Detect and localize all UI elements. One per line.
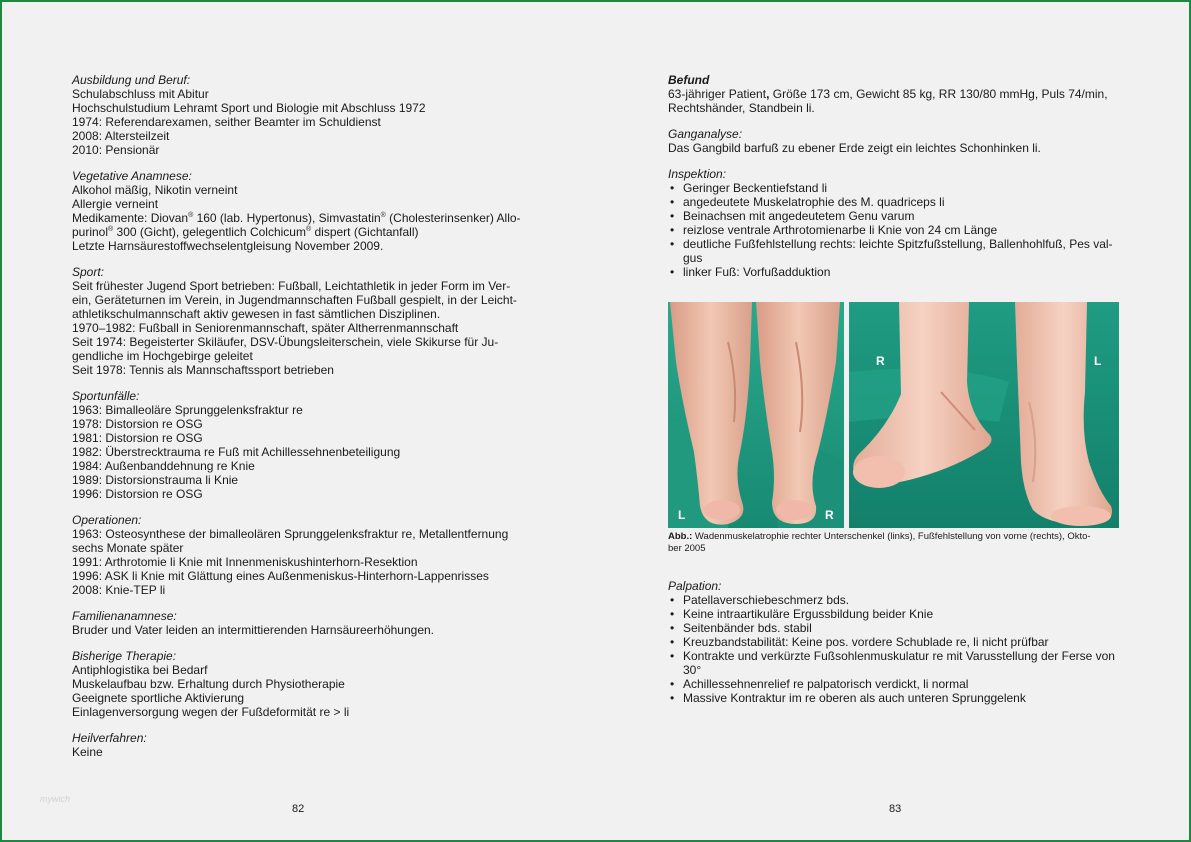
list-item: • linker Fuß: Vorfußadduktion xyxy=(668,265,1113,279)
list-item: • Kreuzbandstabilität: Keine pos. vordere Schublade re, li nicht prüfbar xyxy=(668,635,1115,649)
text-line: 1984: Außenbanddehnung re Knie xyxy=(72,459,255,473)
section-vegetative-anamnese xyxy=(72,169,521,253)
text-line: 1981: Distorsion re OSG xyxy=(72,431,203,445)
text-line: 1970–1982: Fußball in Seniorenmannschaft, später Altherrenmannschaft xyxy=(72,321,459,335)
text-line: 1982: Überstrecktrauma re Fuß mit Achillessehnenbeteiligung xyxy=(72,445,401,459)
text-line: Rechtshänder, Standbein li. xyxy=(668,101,815,115)
caption-line: ber 2005 xyxy=(668,543,706,554)
figure-photos xyxy=(668,302,1119,528)
photo-feet-from-front xyxy=(849,302,1119,528)
text-line: Antiphlogistika bei Bedarf xyxy=(72,663,208,677)
text-line: Geeignete sportliche Aktivierung xyxy=(72,691,245,705)
palpation-list-end xyxy=(668,677,1115,705)
list-item: • Beinachsen mit angedeutetem Genu varum xyxy=(668,209,1113,223)
text-line: Seit 1978: Tennis als Mannschaftssport betrieben xyxy=(72,363,334,377)
section-heilverfahren xyxy=(72,731,147,759)
text-line: Das Gangbild barfuß zu ebener Erde zeigt ein leichtes Schonhinken li. xyxy=(668,141,1041,155)
list-item: • angedeutete Muskelatrophie des M. quadriceps li xyxy=(668,195,1113,209)
text-line: athletikschulmannschaft aktiv gewesen in fast sämtlichen Disziplinen. xyxy=(72,307,441,321)
left-page xyxy=(72,2,542,840)
text-line: Allergie verneint xyxy=(72,197,159,211)
section-title: Vegetative Anamnese: xyxy=(72,169,192,183)
text-line: Schulabschluss mit Abitur xyxy=(72,87,209,101)
medikamente-line: Medikamente: Diovan® 160 (lab. Hypertonus), Simvastatin® (Cholesterinsenker) Allo- xyxy=(72,211,521,225)
section-title: Befund xyxy=(668,73,710,87)
section-sportunfaelle xyxy=(72,389,400,501)
page-number-right: 83 xyxy=(889,803,902,815)
photo-label: R xyxy=(825,508,834,522)
text-line: Alkohol mäßig, Nikotin verneint xyxy=(72,183,238,197)
section-title: Inspektion: xyxy=(668,167,727,181)
text-line: Seit frühester Jugend Sport betrieben: Fußball, Leichtathletik in jeder Form im Ver- xyxy=(72,279,511,293)
section-title: Bisherige Therapie: xyxy=(72,649,177,663)
text-line: 1989: Distorsionstrauma li Knie xyxy=(72,473,239,487)
section-title: Operationen: xyxy=(72,513,142,527)
section-title: Ganganalyse: xyxy=(668,127,743,141)
watermark: mywich xyxy=(40,794,71,804)
inspektion-list xyxy=(668,181,1113,251)
photo-label: L xyxy=(678,508,686,522)
photo-label: L xyxy=(1094,354,1102,368)
text-line: Hochschulstudium Lehramt Sport und Biologie mit Abschluss 1972 xyxy=(72,101,426,115)
text-line: 1996: ASK li Knie mit Glättung eines Außenmeniskus-Hinterhorn-Lappenrisses xyxy=(72,569,489,583)
list-item: • Patellaverschiebeschmerz bds. xyxy=(668,593,1115,607)
page-number-left: 82 xyxy=(292,803,305,815)
text-line: 1974: Referendarexamen, seither Beamter im Schuldienst xyxy=(72,115,381,129)
text-line: Letzte Harnsäurestoffwechselentgleisung November 2009. xyxy=(72,239,384,253)
list-item: • reizlose ventrale Arthrotomienarbe li Knie von 24 cm Länge xyxy=(668,223,1113,237)
section-title: Sportunfälle: xyxy=(72,389,140,403)
text-line: 1996: Distorsion re OSG xyxy=(72,487,203,501)
section-title: Heilverfahren: xyxy=(72,731,147,745)
text-line: 1963: Bimalleoläre Sprunggelenksfraktur re xyxy=(72,403,303,417)
list-item: • deutliche Fußfehlstellung rechts: leichte Spitzfußstellung, Ballenhohlfuß, Pes val- xyxy=(668,237,1113,251)
text-line: 1963: Osteosynthese der bimalleolären Sprunggelenksfraktur re, Metallentfernung xyxy=(72,527,509,541)
section-palpation xyxy=(668,579,1115,705)
section-ausbildung xyxy=(72,73,426,157)
section-familienanamnese xyxy=(72,609,434,637)
text-line: 2010: Pensionär xyxy=(72,143,160,157)
text-line: 1991: Arthrotomie li Knie mit Innenmeniskushinterhorn-Resektion xyxy=(72,555,418,569)
text-line: 2008: Knie-TEP li xyxy=(72,583,166,597)
text-line: Keine xyxy=(72,745,103,759)
section-title: Ausbildung und Beruf: xyxy=(72,73,191,87)
section-sport xyxy=(72,265,517,377)
text-line: 2008: Altersteilzeit xyxy=(72,129,170,143)
text-line: 1978: Distorsion re OSG xyxy=(72,417,203,431)
photo-label: R xyxy=(876,354,885,368)
list-item: • Geringer Beckentiefstand li xyxy=(668,181,1113,195)
text-line: ein, Geräteturnen im Verein, in Jugendmannschaften Fußball gespielt, in der Leicht- xyxy=(72,293,517,307)
list-item: • Seitenbänder bds. stabil xyxy=(668,621,1115,635)
text-line: 63-jähriger Patient, Größe 173 cm, Gewicht 85 kg, RR 130/80 mmHg, Puls 74/min, xyxy=(668,87,1108,101)
caption-line: Abb.: Wadenmuskelatrophie rechter Unterschenkel (links), Fußfehlstellung von vorne (rechts), Okto- xyxy=(668,531,1091,542)
section-bisherige-therapie xyxy=(72,649,349,719)
list-item-continuation: 30° xyxy=(683,663,702,677)
text-line: Bruder und Vater leiden an intermittierenden Harnsäureerhöhungen. xyxy=(72,623,435,637)
text-line: Einlagenversorgung wegen der Fußdeformität re > li xyxy=(72,705,350,719)
list-item: • Massive Kontraktur im re oberen als auch unteren Sprunggelenk xyxy=(668,691,1115,705)
palpation-list xyxy=(668,593,1115,663)
text-line: Muskelaufbau bzw. Erhaltung durch Physiotherapie xyxy=(72,677,345,691)
section-title: Familienanamnese: xyxy=(72,609,177,623)
medikamente-line: purinol® 300 (Gicht), gelegentlich Colchicum® dispert (Gichtanfall) xyxy=(72,225,419,239)
list-item: • Kontrakte und verkürzte Fußsohlenmuskulatur re mit Varusstellung der Ferse von xyxy=(668,649,1115,663)
list-item: • Keine intraartikuläre Ergussbildung beider Knie xyxy=(668,607,1115,621)
section-title: Sport: xyxy=(72,265,105,279)
section-inspektion xyxy=(668,167,1113,279)
list-item: • Achillessehnenrelief re palpatorisch verdickt, li normal xyxy=(668,677,1115,691)
text-line: Seit 1974: Begeisterter Skiläufer, DSV-Übungsleiterschein, viele Skikurse für Ju- xyxy=(72,335,499,349)
list-item-continuation: gus xyxy=(683,251,703,265)
section-operationen xyxy=(72,513,508,597)
section-title: Palpation: xyxy=(668,579,722,593)
section-befund xyxy=(668,73,1108,115)
text-line: sechs Monate später xyxy=(72,541,184,555)
inspektion-list-end xyxy=(668,265,1113,279)
section-ganganalyse xyxy=(668,127,1041,155)
text-line: gendliche im Hochgebirge geleitet xyxy=(72,349,253,363)
figure-caption xyxy=(668,531,1120,555)
photo-calves-from-behind xyxy=(668,302,844,528)
